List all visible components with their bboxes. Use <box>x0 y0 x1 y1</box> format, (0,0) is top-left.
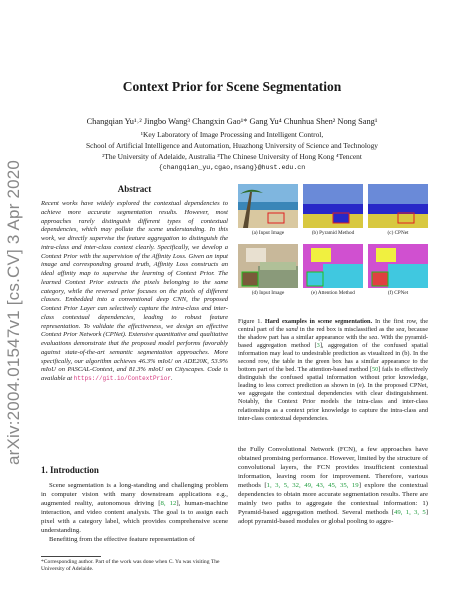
figure-image-cpnet-result-1 <box>368 184 428 228</box>
author-list: Changqian Yu¹˒² Jingbo Wang³ Changxin Gao¹* Gang Yu⁴ Chunhua Shen² Nong Sang¹ <box>86 117 378 126</box>
subfigure-caption: (a) Input Image <box>251 230 285 236</box>
figure-caption: Figure 1. Hard examples in scene segmentation. In the first row, the central part of the sand in the red box is misclassified as the sea, because the shadow part has a similar appearance with the sea. With the pyramid-based aggregation method [3], aggregation of the confused spatial information may lead to undesirable prediction as visualized in (b). In the second row, the table in the green box has a similar appearance to the bottom part of the bed. The attention-based method [50] fails to effectively distinguish the confused spatial information without prior knowledge, leading to less correct prediction as shown in (e). In the proposed CPNet, we aggregate the contextual dependencies with clear distinguishment. Notably, the Context Prior models the intra-class and inter-class relationships as a context prior knowledge to capture the intra-class and inter-class contextual dependencies. <box>238 318 429 422</box>
footnote-rule <box>41 556 101 557</box>
figure-1 <box>238 184 428 300</box>
affiliation-line: ¹Key Laboratory of Image Processing and Intelligent Control, <box>140 130 324 139</box>
subfigure-caption: (f) CPNet <box>387 290 409 296</box>
abstract-end: . <box>170 375 173 382</box>
subfigure-caption: (c) CPNet <box>387 230 409 236</box>
author-email: {changqian_yu,cgao,nsang}@hust.edu.cn <box>158 164 306 171</box>
footnote: *Corresponding author. Part of the work was done when C. Yu was visiting The University of Adelaide. <box>41 559 220 572</box>
figure-image-pyramid-result <box>303 184 363 228</box>
arxiv-stamp: arXiv:2004.01547v1 [cs.CV] 3 Apr 2020 <box>4 159 23 465</box>
citation-link[interactable]: 49, 1, 3, 5 <box>394 509 426 516</box>
affiliation-line: ²The University of Adelaide, Australia ³The Chinese University of Hong Kong ⁴Tencent <box>102 152 362 161</box>
citation-link[interactable]: 1, 3, 5, 32, 49, 43, 45, 35, 19 <box>266 482 359 489</box>
citation-link[interactable]: 50 <box>371 366 379 374</box>
intro-body <box>41 481 228 544</box>
affiliations <box>30 129 434 173</box>
abstract-text: Recent works have widely explored the contextual dependencies to achieve more accurate segmentation results. However, most approaches rarely distinguish different types of contextual dependencies, which may pollute the scene understanding. In this work, we directly supervise the feature aggregation to distinguish the intra-class and inter-class context clearly. Specifically, we develop a Context Prior with the supervision of the Affinity Loss. Given an input image and corresponding ground truth, Affinity Loss constructs an ideal affinity map to supervise the learning of Context Prior. The learned Context Prior extracts the pixels belonging to the same category, while the reversed prior focuses on the pixels of different classes. Embedded into a conventional deep CNN, the proposed Context Prior Layer can selectively capture the intra-class and inter-class contextual dependencies, leading to robust feature representation. To validate the effectiveness, we design an effective Context Prior Network (CPNet). Extensive quantitative and qualitative evaluations demonstrate that the proposed model performs favorably against state-of-the-art semantic segmentation approaches. More specifically, our algorithm achieves 46.3% mIoU on ADE20K, 53.9% mIoU on PASCAL-Context, and 81.3% mIoU on Cityscapes. Code is available at <box>41 200 228 382</box>
paper-title: Context Prior for Scene Segmentation <box>122 79 342 94</box>
subfigure-caption: (d) Input Image <box>251 290 285 296</box>
figure-image-attention-result <box>303 244 363 288</box>
figure-image-beach-input <box>238 184 298 228</box>
figure-image-cpnet-result-2 <box>368 244 428 288</box>
abstract-heading: Abstract <box>117 184 152 194</box>
citation-link[interactable]: 8, 12 <box>160 500 177 507</box>
abstract-body <box>41 200 228 384</box>
figure-image-bedroom-input <box>238 244 298 288</box>
affiliation-line: School of Artificial Intelligence and Automation, Huazhong University of Science and Technology <box>85 141 379 150</box>
code-link[interactable]: https://git.io/ContextPrior <box>73 375 171 382</box>
subfigure-caption: (b) Pyramid Method <box>311 230 355 236</box>
subfigure-caption: (e) Attention Method <box>311 290 355 296</box>
intro-heading: 1. Introduction <box>41 465 99 475</box>
right-column-text: the Fully Convolutional Network (FCN), a few approaches have obtained promising performance. However, limited by the structure of convolutional layers, the FCN provides insufficient contextual information, leaving room for improvement. Therefore, various methods [1, 3, 5, 32, 49, 43, 45, 35, 19] explore the contextual dependencies to obtain more accurate segmentation results. There are mainly two paths to aggregate the contextual information: 1) Pyramid-based aggregation method. Several methods [49, 1, 3, 5] adopt pyramid-based modules or global pooling to aggre- <box>238 446 429 525</box>
citation-link[interactable]: 3 <box>316 342 320 350</box>
intro-paragraph: Benefiting from the effective feature representation of <box>49 536 196 543</box>
intro-paragraph: Scene segmentation is a long-standing and challenging problem in computer vision with many downstream applications e.g., augmented reality, autonomous driving [8, 12], human-machine interaction, and video content analysis. The goal is to assign each pixel with a category label, which provides comprehensive scene understanding. <box>41 482 228 534</box>
